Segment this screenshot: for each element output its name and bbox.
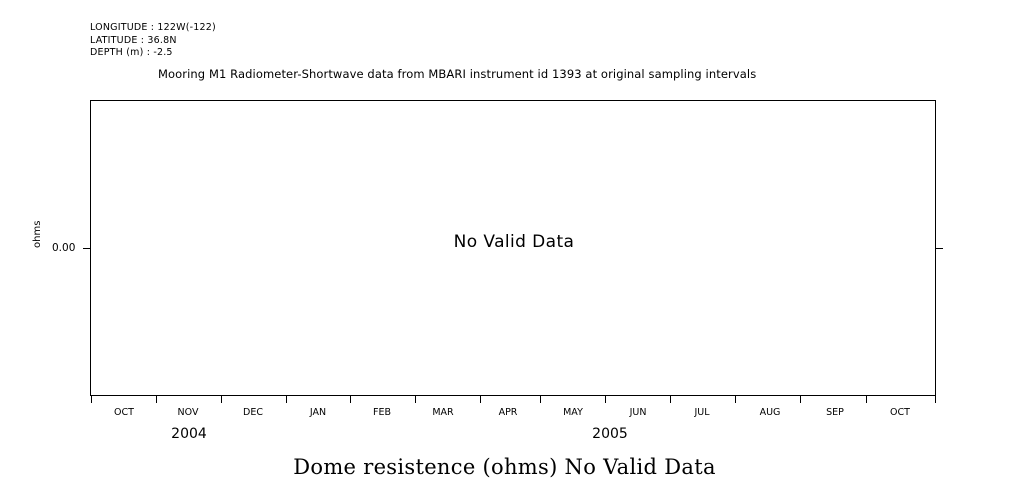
x-tick-mark-10 <box>735 396 736 403</box>
x-tick-mark-9 <box>670 396 671 403</box>
metadata-block <box>90 22 216 60</box>
depth-text: DEPTH (m) : -2.5 <box>90 47 173 58</box>
x-tick-label-7: MAY <box>563 407 583 418</box>
x-axis-year-label-1: 2005 <box>592 426 628 442</box>
x-tick-mark-5 <box>415 396 416 403</box>
plot-area <box>90 100 936 396</box>
y-axis-label: ohms <box>32 220 43 248</box>
x-tick-mark-3 <box>286 396 287 403</box>
chart-subtitle: Mooring M1 Radiometer-Shortwave data from MBARI instrument id 1393 at original sampling intervals <box>158 67 757 81</box>
x-tick-label-11: SEP <box>826 407 844 418</box>
y-tick-label-0: 0.00 <box>52 242 76 254</box>
x-tick-mark-2 <box>221 396 222 403</box>
x-tick-label-3: JAN <box>309 407 327 418</box>
x-tick-label-6: APR <box>498 407 518 418</box>
x-tick-mark-0 <box>91 396 92 403</box>
latitude-text: LATITUDE : 36.8N <box>90 34 177 46</box>
chart-bottom-title: Dome resistence (ohms) No Valid Data <box>293 455 716 479</box>
x-axis-year-label-0: 2004 <box>171 426 207 442</box>
x-tick-mark-4 <box>350 396 351 403</box>
x-tick-mark-8 <box>605 396 606 403</box>
x-tick-label-1: NOV <box>177 407 199 418</box>
x-tick-mark-6 <box>480 396 481 403</box>
x-tick-mark-11 <box>800 396 801 403</box>
x-tick-label-8: JUN <box>629 407 647 418</box>
x-tick-mark-7 <box>540 396 541 403</box>
x-tick-label-10: AUG <box>759 407 781 418</box>
x-tick-mark-1 <box>156 396 157 403</box>
x-tick-label-4: FEB <box>373 407 391 418</box>
no-valid-data-message: No Valid Data <box>453 232 575 252</box>
x-tick-label-9: JUL <box>694 407 710 418</box>
x-tick-label-0: OCT <box>114 407 134 418</box>
x-tick-label-2: DEC <box>243 407 263 418</box>
x-tick-label-12: OCT <box>890 407 910 418</box>
x-tick-label-5: MAR <box>432 407 454 418</box>
x-tick-mark-13 <box>935 396 936 403</box>
longitude-text: LONGITUDE : 122W(-122) <box>90 22 216 33</box>
x-tick-mark-12 <box>866 396 867 403</box>
